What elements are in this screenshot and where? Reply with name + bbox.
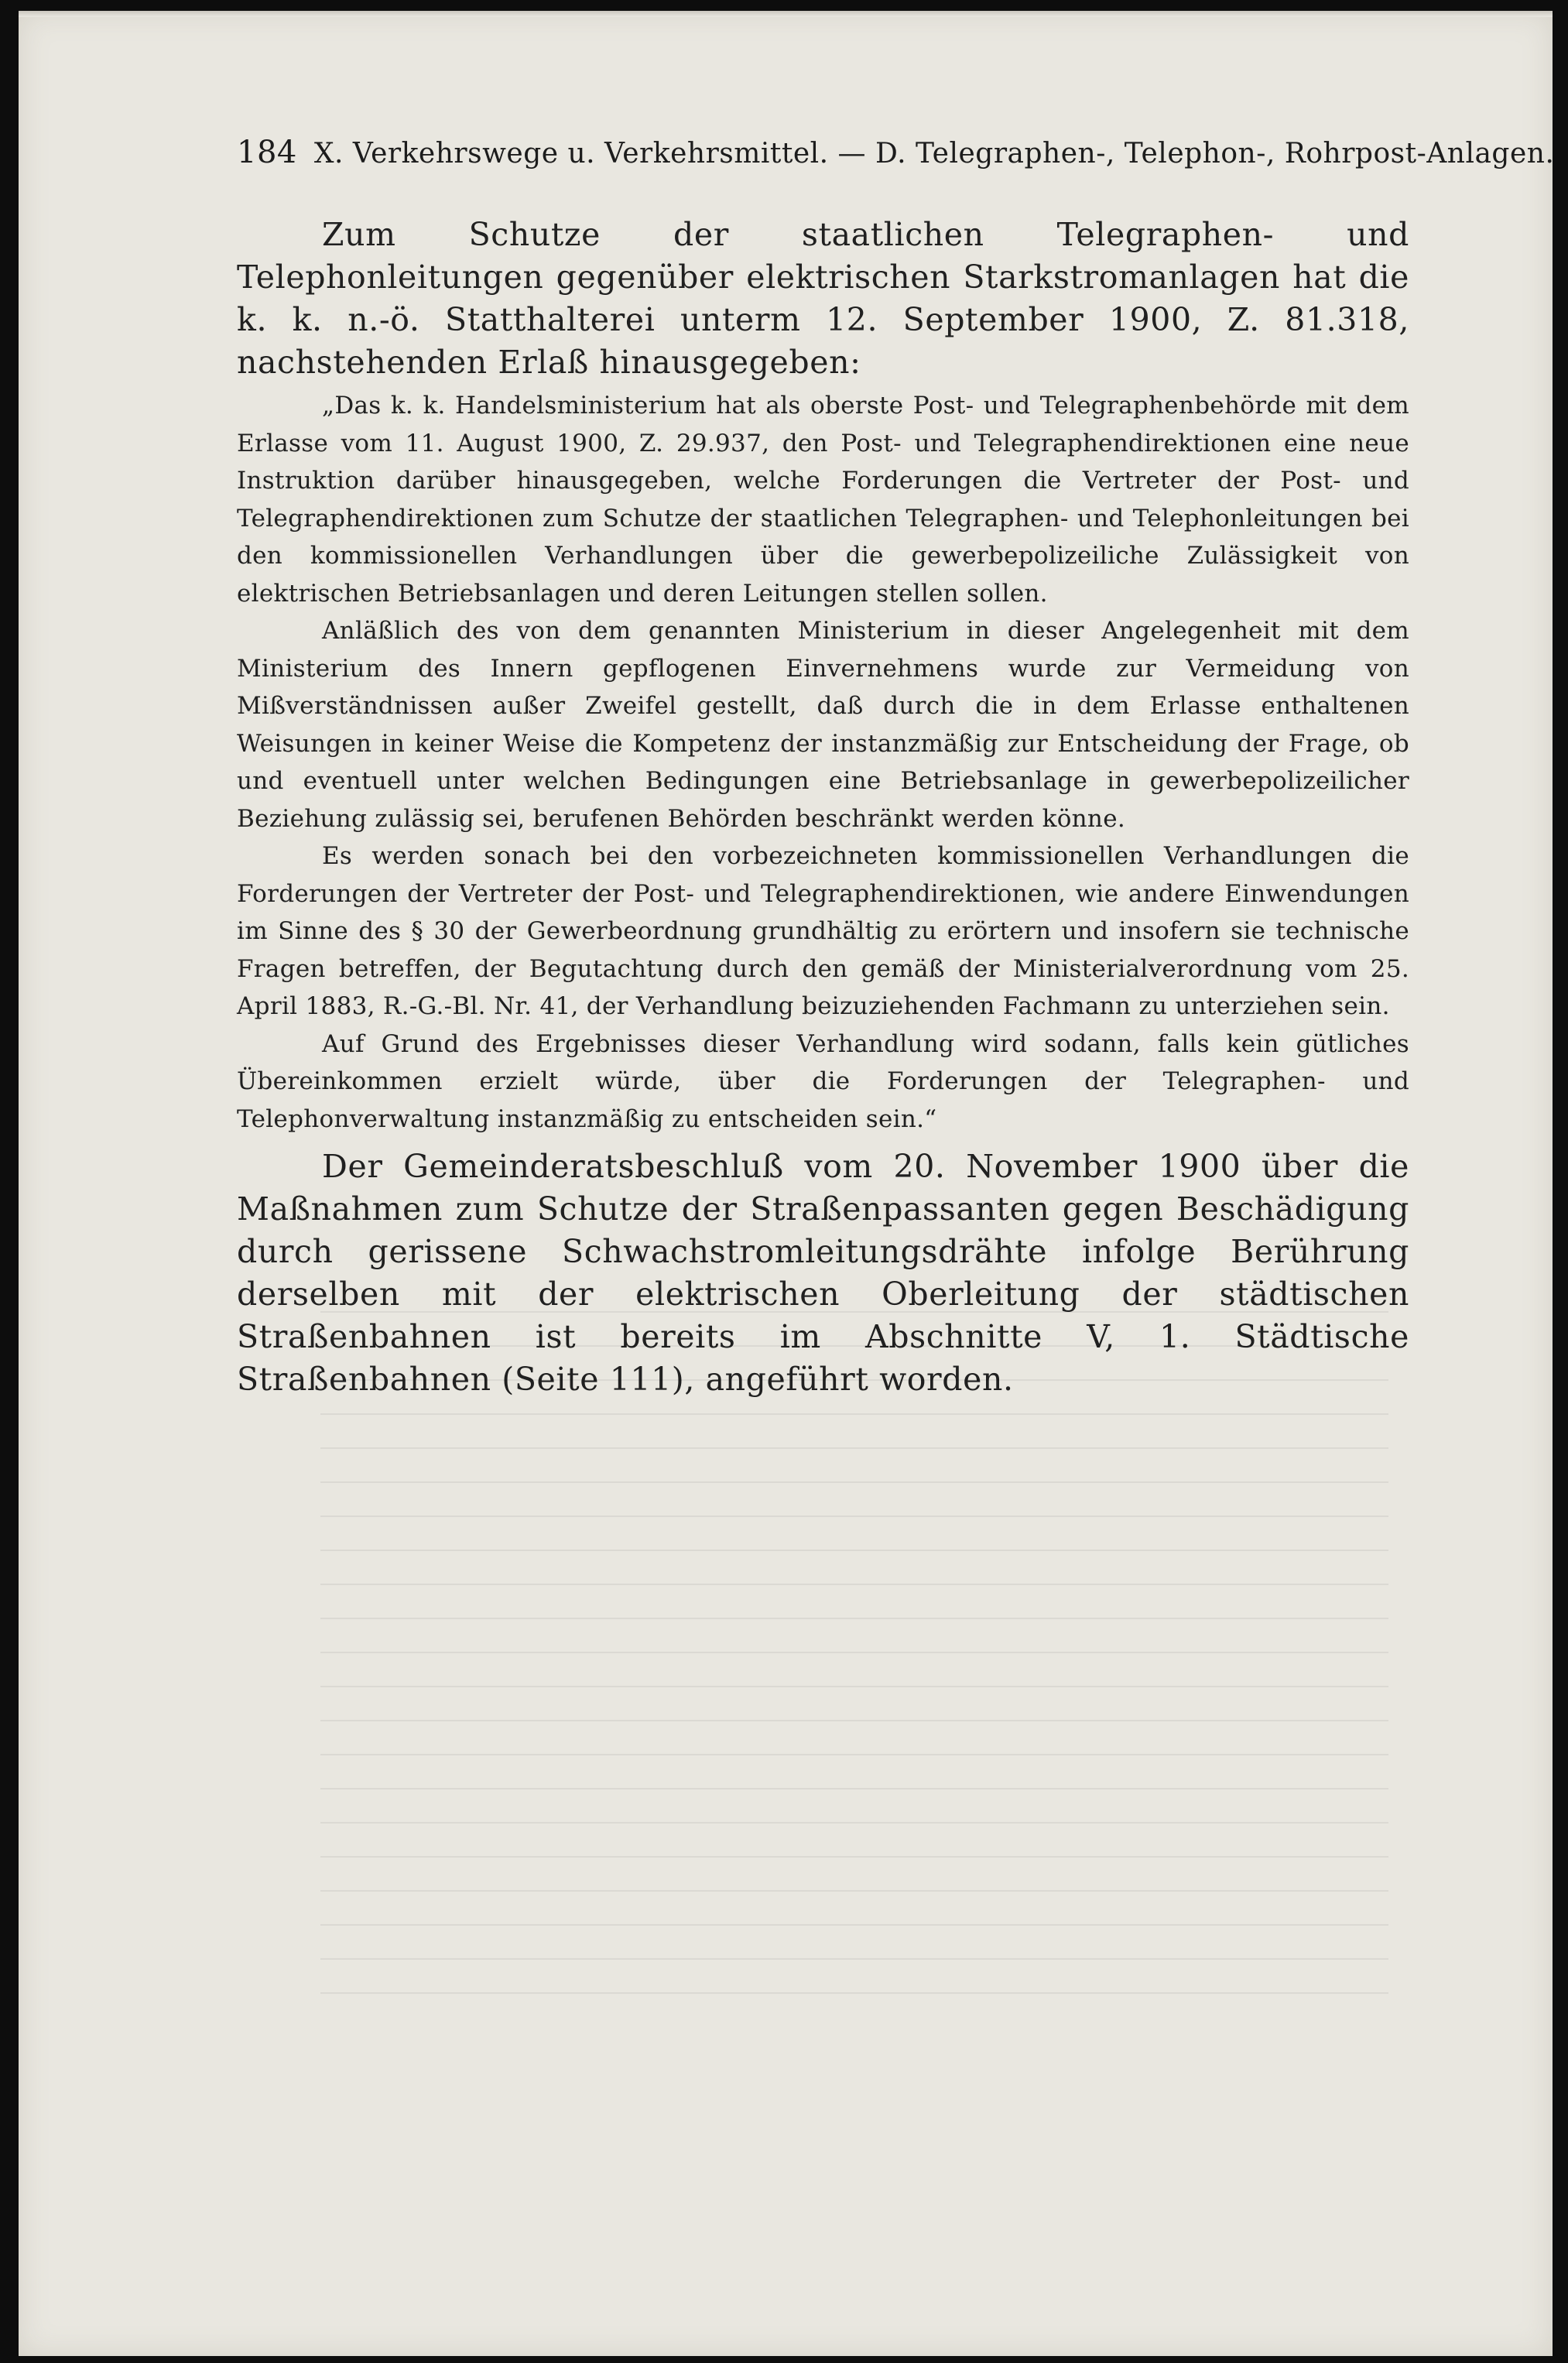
scanned-page <box>19 11 1553 2356</box>
page-top-edge <box>19 11 1553 17</box>
quoted-decree-paragraph-4: Auf Grund des Ergebnisses dieser Verhandlung wird sodann, falls kein gütliches Übereinkommen erzielt würde, über die Forderungen der Telegraphen- und Telephonverwaltung instanzmäßig zu entscheiden sein.“ <box>237 1029 1409 1133</box>
running-title: X. Verkehrswege u. Verkehrsmittel. — D. Telegraphen-, Telephon-, Rohrpost-Anlagen. <box>313 138 1555 170</box>
quoted-decree-paragraph-1: „Das k. k. Handelsministerium hat als oberste Post- und Telegraphenbehörde mit dem Erlasse vom 11. August 1900, Z. 29.937, den Post- und Telegraphendirektionen eine neue Instruktion darüber hinausgegeben, welche Forderungen die Vertreter der Post- und Telegraphendirektionen zum Schutze der staatlichen Telegraphen- und Telephonleitungen bei den kommissionellen Verhandlungen über die gewerbepolizeiliche Zulässigkeit von elektrischen Betriebsanlagen und deren Leitungen stellen sollen. <box>237 392 1409 608</box>
running-header <box>237 135 1555 170</box>
quoted-decree-paragraph-2: Anläßlich des von dem genannten Ministerium in dieser Angelegenheit mit dem Ministerium des Innern gepflogenen Einvernehmens wurde zur Vermeidung von Mißverständnissen außer Zweifel gestellt, daß durch die in dem Erlasse enthaltenen Weisungen in keiner Weise die Kompetenz der instanzmäßig zur Entscheidung der Frage, ob und eventuell unter welchen Bedingungen eine Betriebsanlage in gewerbepolizeilicher Beziehung zulässig sei, berufenen Behörden beschränkt werden könne. <box>237 617 1409 833</box>
quoted-decree-paragraph-3: Es werden sonach bei den vorbezeichneten kommissionellen Verhandlungen die Forderungen der Vertreter der Post- und Telegraphendirektionen, wie andere Einwendungen im Sinne des § 30 der Gewerbeordnung grundhältig zu erörtern und insofern sie technische Fragen betreffen, der Begutachtung durch den gemäß der Ministerialverordnung vom 25. April 1883, R.-G.-Bl. Nr. 41, der Verhandlung beizuziehenden Fachmann zu unterziehen sein. <box>237 842 1409 1020</box>
paragraph-council-resolution: Der Gemeinderatsbeschluß vom 20. November 1900 über die Maßnahmen zum Schutze der Straßenpassanten gegen Beschädigung durch gerissene Schwachstromleitungsdrähte infolge Berührung derselben mit der elektrischen Oberleitung der städtischen Straßenbahnen ist bereits im Abschnitte V, 1. Städtische Straßenbahnen (Seite 111), angeführt worden. <box>237 1148 1409 1398</box>
show-through-bleed <box>320 1311 1388 2008</box>
page-number: 184 <box>237 135 297 170</box>
page-body <box>237 214 1409 1401</box>
paragraph-intro: Zum Schutze der staatlichen Telegraphen- und Telephonleitungen gegenüber elektrischen Starkstromanlagen hat die k. k. n.-ö. Statthalterei unterm 12. September 1900, Z. 81.318, nachstehenden Erlaß hinausgegeben: <box>237 216 1409 381</box>
